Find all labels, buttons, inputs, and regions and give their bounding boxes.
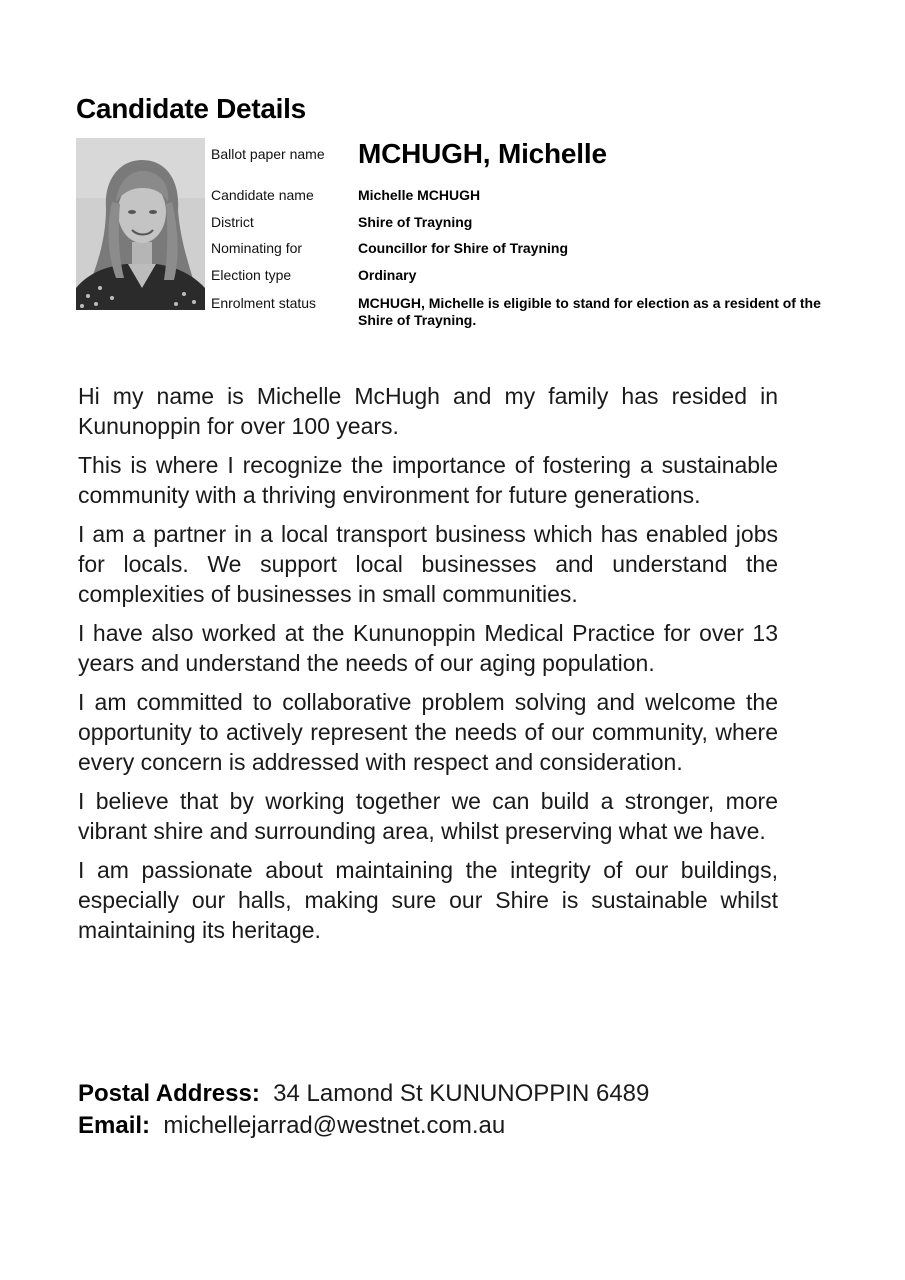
email-value: michellejarrad@westnet.com.au xyxy=(163,1112,506,1139)
contact-details xyxy=(78,1078,838,1142)
page-title: Candidate Details xyxy=(76,93,306,124)
candidate-statement xyxy=(78,381,778,954)
nominating-for-label: Nominating for xyxy=(211,240,303,256)
enrolment-status-value: MCHUGH, Michelle is eligible to stand for election as a resident of the Shire of Trayning. xyxy=(358,295,821,328)
email-label: Email: xyxy=(78,1112,151,1139)
postal-address-line xyxy=(78,1078,838,1110)
statement-paragraph: I am a partner in a local transport business which has enabled jobs for locals. We support local businesses and understand the complexities of businesses in small communities. xyxy=(78,521,778,607)
ballot-paper-name-value: MCHUGH, Michelle xyxy=(358,138,607,169)
email-line xyxy=(78,1110,838,1142)
district-value: Shire of Trayning xyxy=(358,214,473,230)
candidate-name-label: Candidate name xyxy=(211,187,314,203)
nominating-for-value: Councillor for Shire of Trayning xyxy=(358,240,569,256)
district-label: District xyxy=(211,214,254,230)
candidate-photo xyxy=(76,138,205,310)
enrolment-status-label: Enrolment status xyxy=(211,295,317,311)
ballot-paper-name-label: Ballot paper name xyxy=(211,146,325,162)
statement-paragraph: I am passionate about maintaining the integrity of our buildings, especially our halls, making sure our Shire is sustainable whilst maintaining its heritage. xyxy=(78,857,778,943)
candidate-name-value: Michelle MCHUGH xyxy=(358,187,481,203)
postal-address-label: Postal Address: xyxy=(78,1080,260,1107)
statement-paragraph: This is where I recognize the importance of fostering a sustainable community with a thriving environment for future generations. xyxy=(78,452,778,508)
statement-paragraph: I am committed to collaborative problem solving and welcome the opportunity to actively represent the needs of our community, where every concern is addressed with respect and consideration. xyxy=(78,689,778,775)
postal-address-value: 34 Lamond St KUNUNOPPIN 6489 xyxy=(273,1080,650,1107)
statement-paragraph: I have also worked at the Kununoppin Medical Practice for over 13 years and understand the needs of our aging population. xyxy=(78,620,778,676)
election-type-value: Ordinary xyxy=(358,267,417,283)
statement-paragraph: Hi my name is Michelle McHugh and my family has resided in Kununoppin for over 100 years. xyxy=(78,383,778,439)
election-type-label: Election type xyxy=(211,267,292,283)
statement-paragraph: I believe that by working together we can build a stronger, more vibrant shire and surrounding area, whilst preserving what we have. xyxy=(78,788,778,844)
